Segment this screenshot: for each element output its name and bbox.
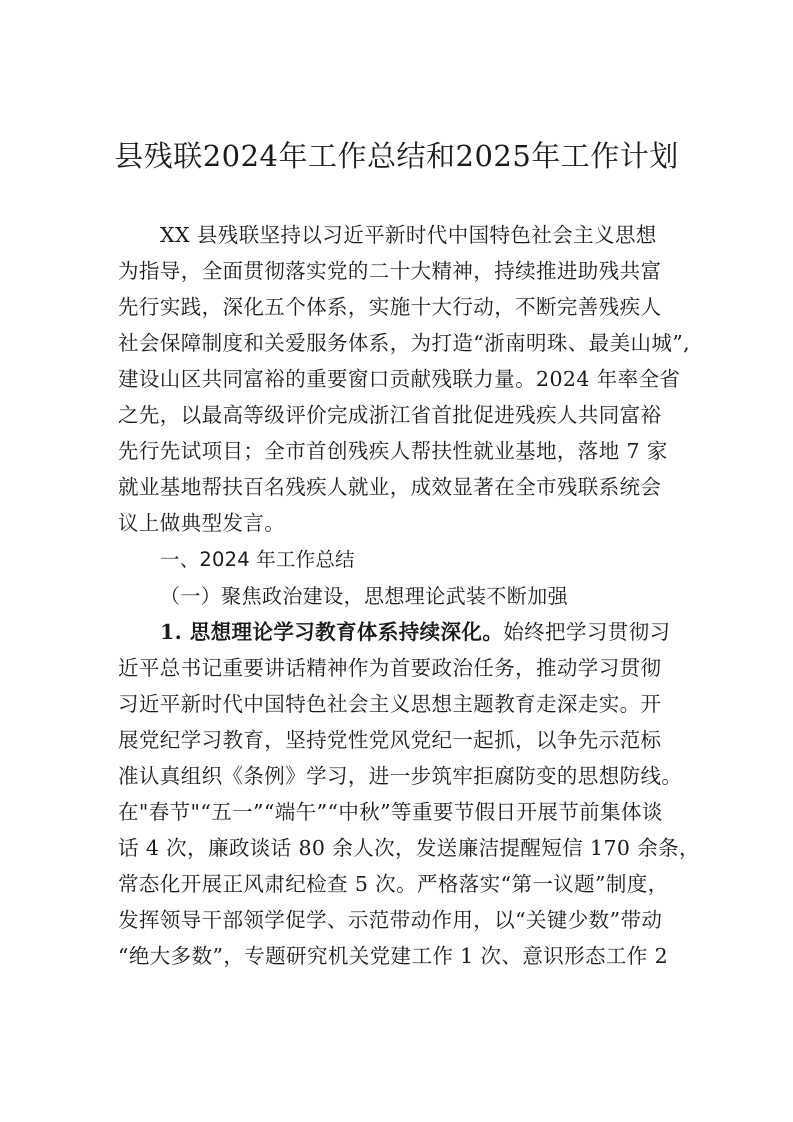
- paragraph-line: 在"春节"“五一”“端午”“中秋”等重要节假日开展节前集体谈: [118, 800, 663, 824]
- paragraph-line: 就业基地帮扶百名残疾人就业，成效显著在全市残联系统会: [118, 475, 662, 499]
- paragraph-line: 展党纪学习教育，坚持党性党风党纪一起抓，以争先示范标: [118, 728, 662, 752]
- paragraph-line: 发挥领导干部领学促学、示范带动作用，以“关键少数”带动: [118, 908, 663, 932]
- paragraph-line: 议上做典型发言。: [118, 511, 286, 535]
- paragraph-line: “绝大多数”，专题研究机关党建工作 1 次、意识形态工作 2: [118, 944, 669, 968]
- subsection-heading: （一）聚焦政治建设，思想理论武装不断加强: [160, 584, 568, 608]
- paragraph-line: 近平总书记重要讲话精神作为首要政治任务，推动学习贯彻: [118, 656, 662, 680]
- paragraph-line: 社会保障制度和关爱服务体系，为打造“浙南明珠、最美山城”,: [118, 331, 691, 355]
- paragraph-line: 习近平新时代中国特色社会主义思想主题教育走深走实。开: [118, 692, 662, 716]
- section-heading: 一、2024 年工作总结: [160, 548, 355, 571]
- paragraph-line: 先行实践，深化五个体系，实施十大行动，不断完善残疾人: [118, 295, 662, 319]
- item-lead: 1. 思想理论学习教育体系持续深化。: [160, 620, 504, 644]
- item-first-rest: 始终把学习贯彻习: [503, 620, 671, 644]
- paragraph-line: 建设山区共同富裕的重要窗口贡献残联力量。2024 年率全省: [118, 367, 681, 391]
- paragraph-line: 先行先试项目；全市首创残疾人帮扶性就业基地，落地 7 家: [118, 439, 668, 463]
- document-title: 县残联2024年工作总结和2025年工作计划: [114, 139, 679, 173]
- paragraph-line: 常态化开展正风肃纪检查 5 次。严格落实“第一议题”制度，: [118, 872, 669, 896]
- paragraph-line: 话 4 次，廉政谈话 80 余人次，发送廉洁提醒短信 170 余条，: [118, 836, 700, 860]
- paragraph-line: XX 县残联坚持以习近平新时代中国特色社会主义思想: [160, 223, 657, 247]
- paragraph-line: 之先，以最高等级评价完成浙江省首批促进残疾人共同富裕: [118, 403, 662, 427]
- paragraph-line: 准认真组织《条例》学习，进一步筑牢拒腐防变的思想防线。: [118, 764, 683, 788]
- paragraph-line: 为指导，全面贯彻落实党的二十大精神，持续推进助残共富: [118, 259, 662, 283]
- item-first-line: [160, 614, 670, 650]
